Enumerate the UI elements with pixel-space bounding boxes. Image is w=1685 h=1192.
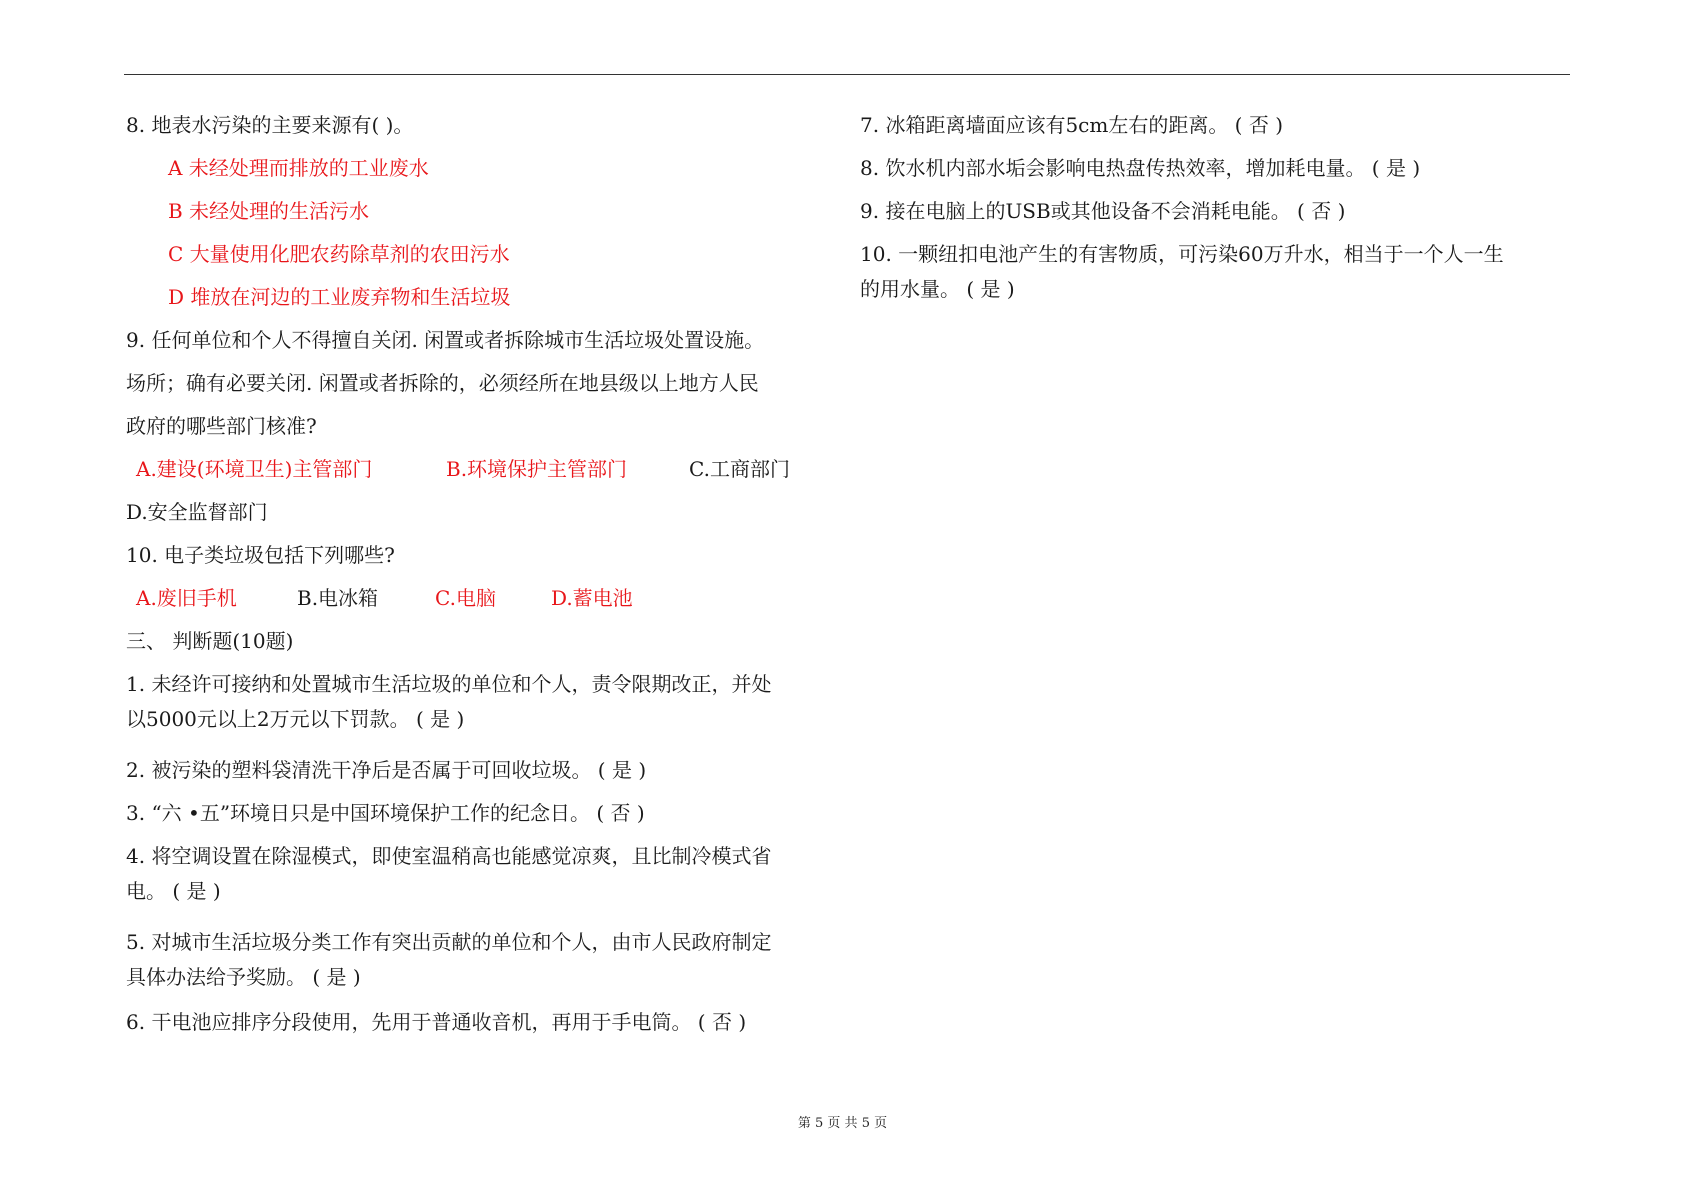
judge-item-9-line-1: 9. 接在电脑上的USB或其他设备不会消耗电能。 ( 否 ) [860, 199, 1346, 223]
question-10-option-a: A.废旧手机 [136, 586, 237, 610]
question-9-stem-line-3: 政府的哪些部门核准? [126, 414, 317, 438]
question-8-option-c: C 大量使用化肥农药除草剂的农田污水 [168, 242, 510, 266]
judge-item-10-line-2: 的用水量。 ( 是 ) [860, 277, 1015, 301]
judge-item-3 [126, 796, 826, 831]
judge-item-10 [860, 237, 1560, 307]
judge-item-7-line-1: 7. 冰箱距离墙面应该有5cm左右的距离。 ( 否 ) [860, 113, 1284, 137]
question-9-stem-line-1: 9. 任何单位和个人不得擅自关闭. 闲置或者拆除城市生活垃圾处置设施。 [126, 328, 765, 352]
question-9-options [126, 452, 826, 487]
judge-item-4-line-2: 电。 ( 是 ) [126, 879, 221, 903]
judge-item-9 [860, 194, 1560, 229]
question-8-option-d: D 堆放在河边的工业废弃物和生活垃圾 [168, 285, 511, 309]
judge-item-7 [860, 108, 1560, 143]
judge-item-5 [126, 925, 826, 995]
judge-item-4-line-1: 4. 将空调设置在除湿模式，即使室温稍高也能感觉凉爽，且比制冷模式省 [126, 844, 772, 868]
question-9-option-d: D.安全监督部门 [126, 500, 268, 524]
judge-item-8 [860, 151, 1560, 186]
question-9-option-a: A.建设(环境卫生)主管部门 [136, 457, 373, 481]
question-8-stem: 8. 地表水污染的主要来源有( )。 [126, 113, 414, 137]
question-10-option-d: D.蓄电池 [551, 586, 633, 610]
judge-item-10-line-1: 10. 一颗纽扣电池产生的有害物质，可污染60万升水，相当于一个人一生 [860, 242, 1504, 266]
judge-item-1-line-1: 1. 未经许可接纳和处置城市生活垃圾的单位和个人，责令限期改正，并处 [126, 672, 772, 696]
judge-item-2 [126, 753, 826, 788]
judge-item-1 [126, 667, 826, 737]
judge-item-5-line-2: 具体办法给予奖励。 ( 是 ) [126, 965, 361, 989]
question-8-option-a: A 未经处理而排放的工业废水 [168, 156, 429, 180]
judge-item-4 [126, 839, 826, 909]
judge-item-3-line-1: 3. “六 •五”环境日只是中国环境保护工作的纪念日。 ( 否 ) [126, 801, 645, 825]
right-column [860, 108, 1560, 307]
judge-item-5-line-1: 5. 对城市生活垃圾分类工作有突出贡献的单位和个人，由市人民政府制定 [126, 930, 772, 954]
question-10-stem: 10. 电子类垃圾包括下列哪些? [126, 543, 395, 567]
left-column [126, 108, 826, 1040]
question-9-stem-line-2: 场所；确有必要关闭. 闲置或者拆除的，必须经所在地县级以上地方人民 [126, 371, 759, 395]
judge-item-1-line-2: 以5000元以上2万元以下罚款。 ( 是 ) [126, 707, 465, 731]
page-footer: 第 5 页 共 5 页 [797, 1116, 888, 1131]
question-9-option-c: C.工商部门 [689, 457, 790, 481]
question-9-option-b: B.环境保护主管部门 [446, 457, 628, 481]
question-10-option-b: B.电冰箱 [297, 586, 379, 610]
section-title: 三、 判断题(10题) [126, 629, 294, 653]
header-rule [124, 74, 1570, 75]
judge-item-2-line-1: 2. 被污染的塑料袋清洗干净后是否属于可回收垃圾。 ( 是 ) [126, 758, 647, 782]
judge-item-8-line-1: 8. 饮水机内部水垢会影响电热盘传热效率，增加耗电量。 ( 是 ) [860, 156, 1421, 180]
judge-item-6-line-1: 6. 干电池应排序分段使用，先用于普通收音机，再用于手电筒。 ( 否 ) [126, 1010, 747, 1034]
judge-item-6 [126, 1005, 826, 1040]
question-10-options [126, 581, 826, 616]
question-8-option-b: B 未经处理的生活污水 [168, 199, 370, 223]
question-10-option-c: C.电脑 [435, 586, 496, 610]
